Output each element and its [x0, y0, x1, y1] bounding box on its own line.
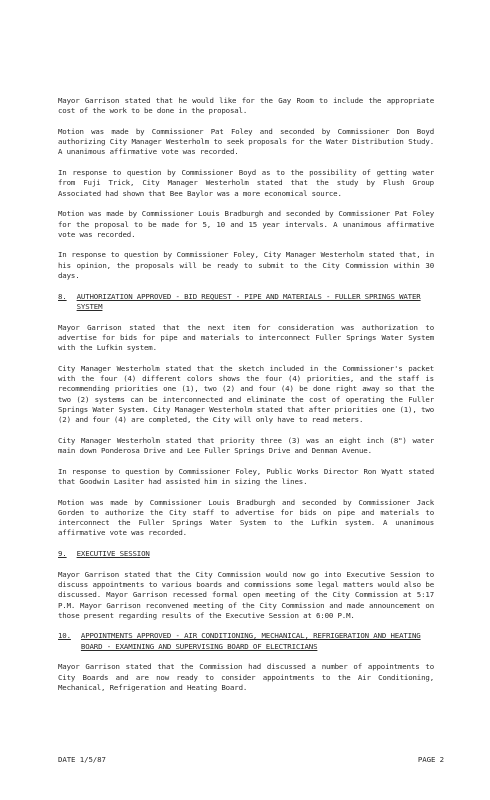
paragraph-priorities: City Manager Westerholm stated that the sketch included in the Commissioner's packet with the four (4) different colors shows the four (4) priorities, and the staff is recommending priorities one (1), two (2) and four (4) be done right away so that the two (2) systems can be interconnected and eliminate the cost of operating the Fuller Springs Water System. City Manager Westerholm stated that after priorities one (1), two (2) and four (4) are completed, the City will only have to read meters. — [58, 363, 434, 425]
minutes-page — [58, 96, 434, 704]
paragraph-motion-bids: Motion was made by Commissioner Louis Bradburgh and seconded by Commissioner Jack Gorden to authorize the City staff to advertise for bids on pipe and materials to interconnect the Fuller Springs Water System to the Lufkin system. A unanimous affirmative vote was recorded. — [58, 497, 434, 538]
paragraph-motion-intervals: Motion was made by Commissioner Louis Bradburgh and seconded by Commissioner Pat Foley for the proposal to be made for 5, 10 and 15 year intervals. A unanimous affirmative vote was recorded. — [58, 209, 434, 239]
paragraph-executive-session: Mayor Garrison stated that the City Commission would now go into Executive Session to discuss appointments to various boards and commissions some legal matters would also be discussed. Mayor Garrison recessed formal open meeting of the City Commission at 5:17 P.M. Mayor Garrison reconvened meeting of the City Commission and made announcement on those present regarding results of the Executive Session at 6:00 P.M. — [58, 569, 434, 620]
section-title: AUTHORIZATION APPROVED - BID REQUEST - PIPE AND MATERIALS - FULLER SPRINGS WATER SYSTEM — [76, 291, 421, 311]
paragraph-priority-three: City Manager Westerholm stated that priority three (3) was an eight inch (8") water main down Ponderosa Drive and Lee Fuller Springs Drive and Denman Avenue. — [58, 435, 434, 456]
paragraph-appointments: Mayor Garrison stated that the Commission had discussed a number of appointments to City Boards and are now ready to consider appointments to the Air Conditioning, Mechanical, Refrigeration and Heating Board. — [58, 662, 434, 692]
section-number: 9. — [58, 549, 67, 559]
paragraph-line-sizing: In response to question by Commissioner Foley, Public Works Director Ron Wyatt stated that Goodwin Lasiter had assisted him in sizing the lines. — [58, 466, 434, 486]
section-title: APPOINTMENTS APPROVED - AIR CONDITIONING, MECHANICAL, REFRIGERATION AND HEATING BOARD - EXAMINING AND SUPERVISING BOARD OF ELECTRICIANS — [80, 631, 421, 651]
section-title: EXECUTIVE SESSION — [76, 549, 150, 559]
paragraph-proposal-cost: Mayor Garrison stated that he would like for the Gay Room to include the appropriate cost of the work to be done in the proposal. — [58, 96, 434, 116]
section-heading-8 — [58, 292, 434, 313]
footer-page-number: PAGE 2 — [417, 755, 444, 764]
paragraph-question-water-source: In response to question by Commissioner Boyd as to the possibility of getting water from Fuji Trick, City Manager Westerholm stated that the study by Flush Group Associated had shown that Bee Baylor was a more economical source. — [58, 168, 434, 198]
page-footer — [58, 755, 444, 764]
section-number: 10. — [58, 631, 71, 641]
paragraph-motion-water-study: Motion was made by Commissioner Pat Foley and seconded by Commissioner Don Boyd authorizing City Manager Westerholm to seek proposals for the Water Distribution Study. A unanimous affirmative vote was recorded. — [58, 126, 434, 157]
paragraph-proposals-ready: In response to question by Commissioner Foley, City Manager Westerholm stated that, in his opinion, the proposals will be ready to submit to the City Commission within 30 days. — [58, 250, 434, 281]
footer-date: DATE 1/5/87 — [58, 755, 106, 764]
section-number: 8. — [58, 291, 67, 301]
paragraph-bid-authorization: Mayor Garrison stated that the next item for consideration was authorization to advertise for bids for pipe and materials to interconnect Fuller Springs Water System with the Lufkin system. — [58, 322, 434, 353]
section-heading-9 — [58, 549, 434, 559]
section-heading-10 — [58, 631, 434, 652]
